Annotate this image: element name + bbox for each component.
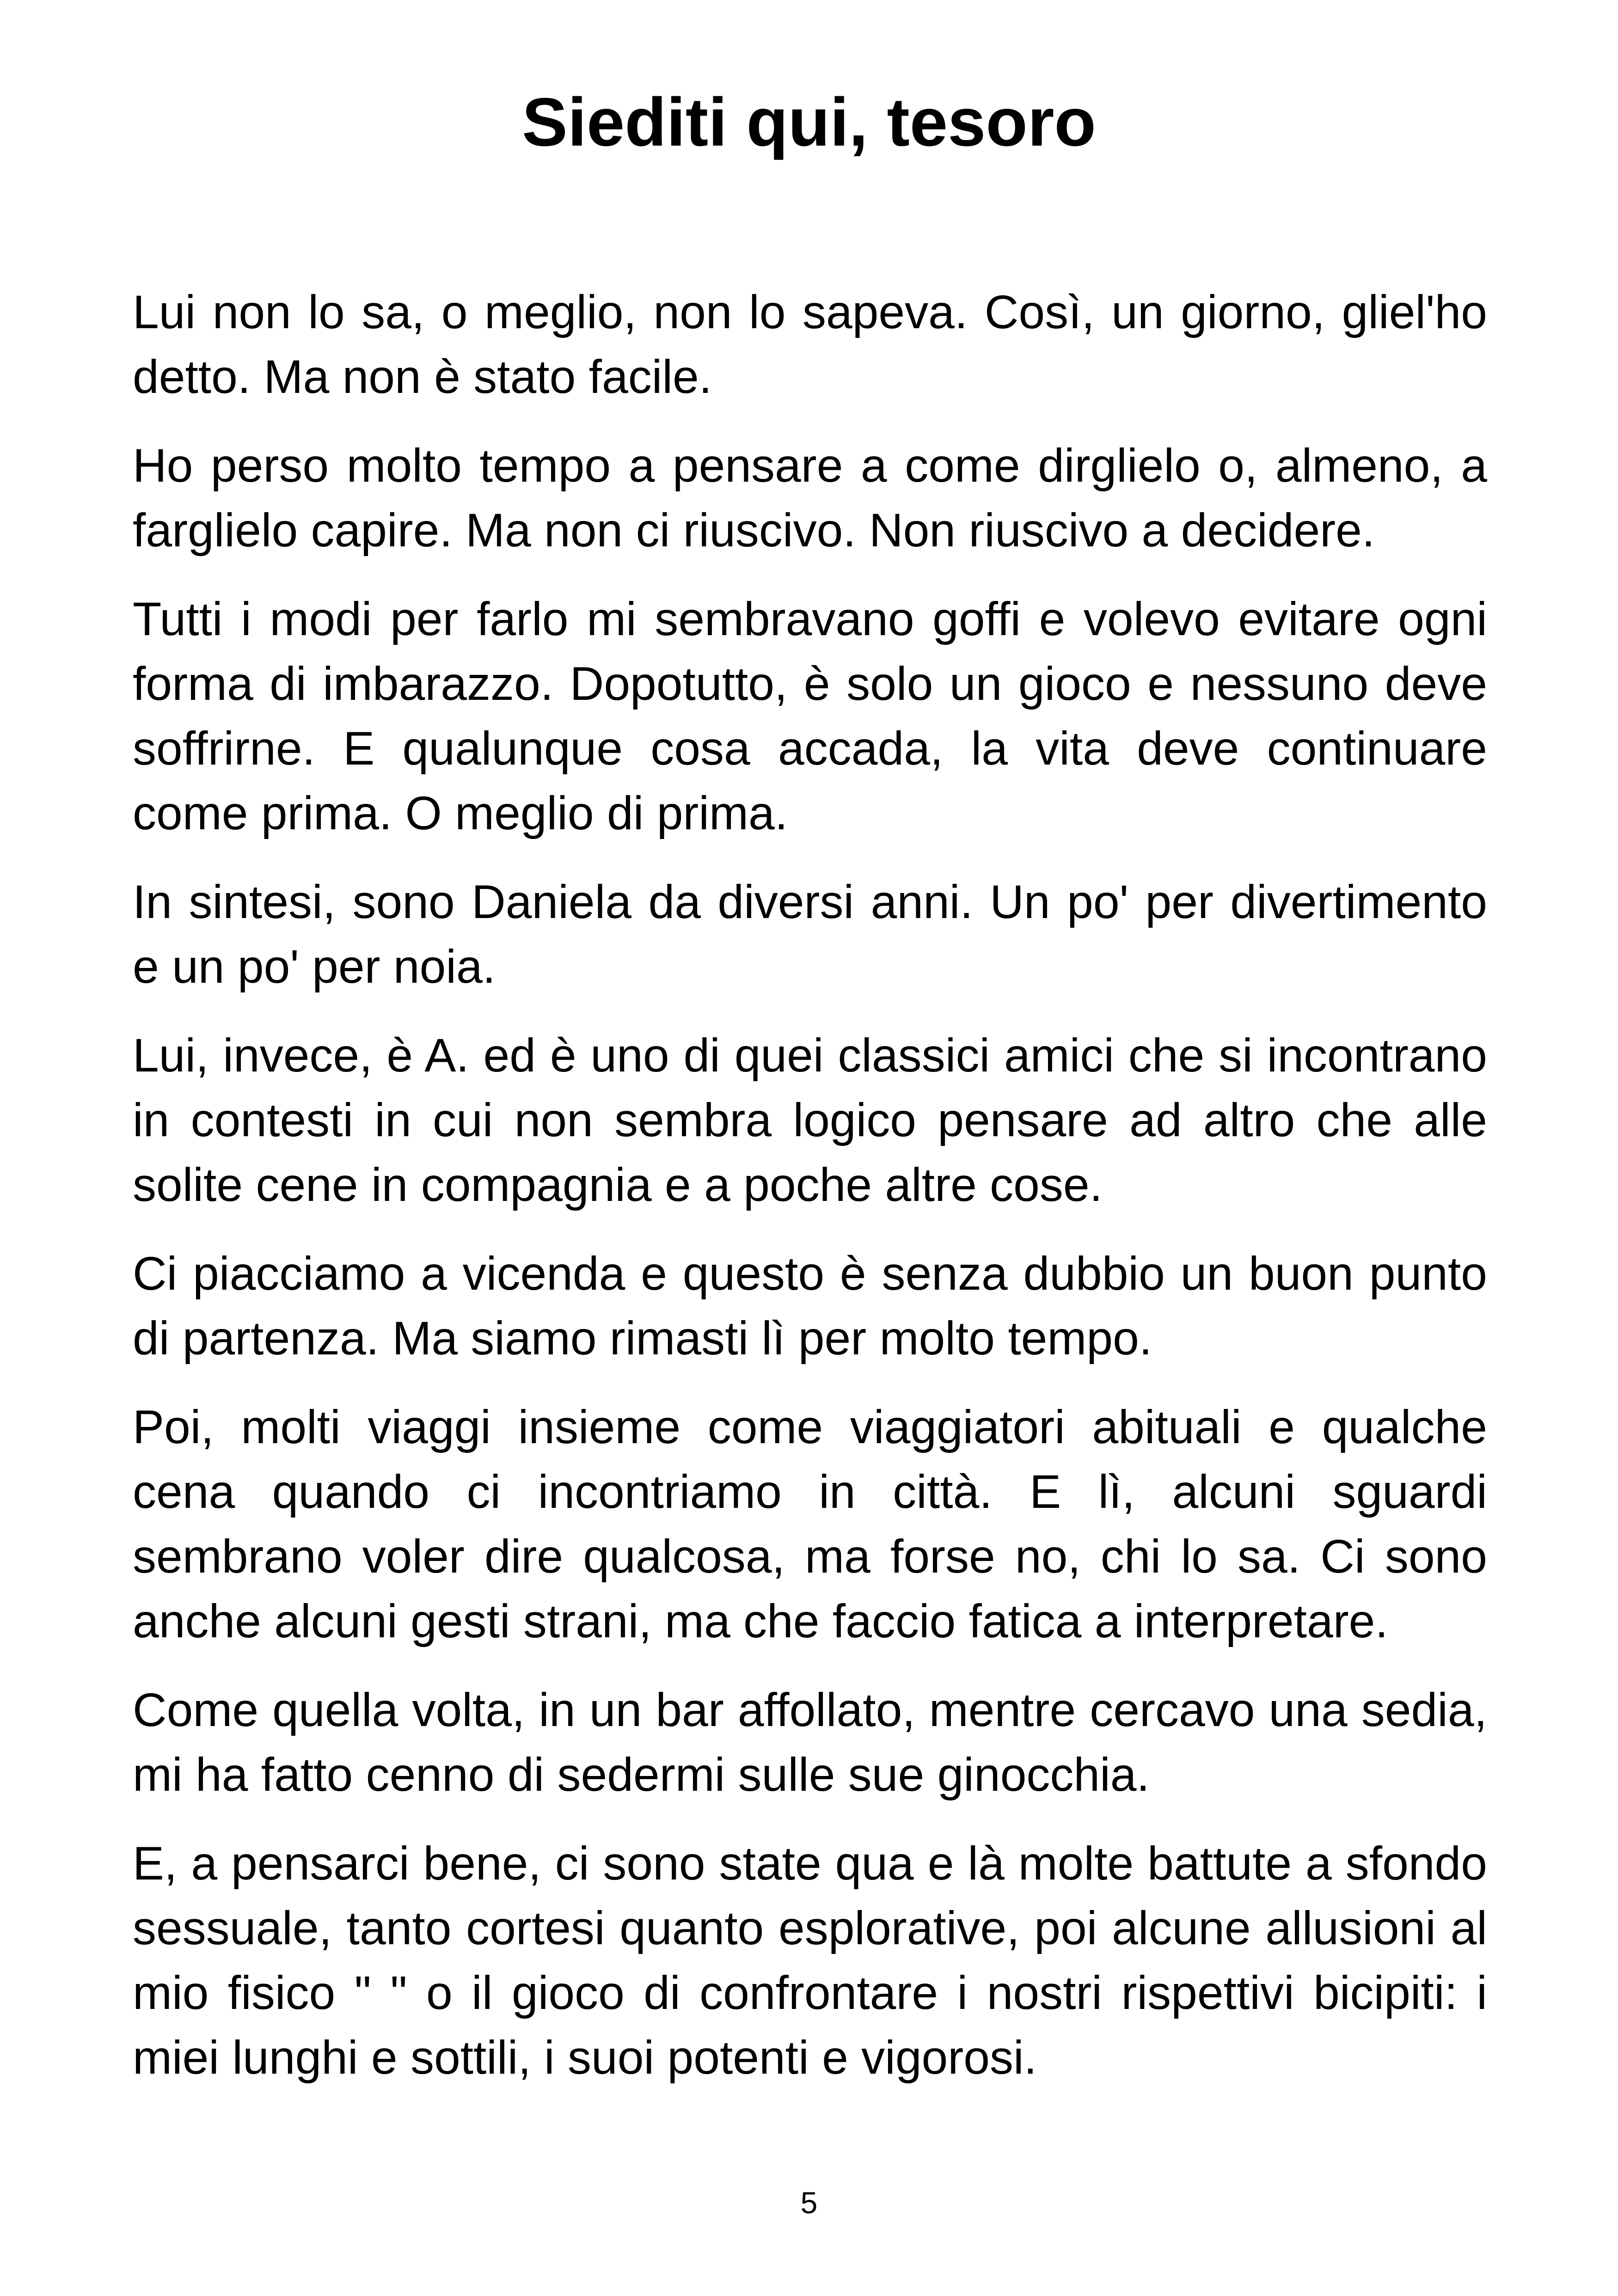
paragraph-7: Poi, molti viaggi insieme come viaggiatori abituali e qualche cena quando ci incontriamo in città. E lì, alcuni sguardi sembrano voler dire qualcosa, ma forse no, chi lo sa. Ci sono anche alcuni gesti strani, ma che faccio fatica a interpretare. (133, 1401, 1487, 1647)
paragraph-9: E, a pensarci bene, ci sono state qua e là molte battute a sfondo sessuale, tanto cortesi quanto esplorative, poi alcune allusioni al mio fisico " " o il gioco di confrontare i nostri rispettivi bicipiti: i miei lunghi e sottili, i suoi potenti e vigorosi. (133, 1837, 1487, 2084)
page-number: 5 (800, 2186, 818, 2220)
body-text (133, 280, 1487, 2114)
paragraph-2: Ho perso molto tempo a pensare a come dirglielo o, almeno, a farglielo capire. Ma non ci riuscivo. Non riuscivo a decidere. (133, 439, 1487, 557)
page-title: Siediti qui, tesoro (522, 84, 1096, 160)
paragraph-4: In sintesi, sono Daniela da diversi anni. Un po' per divertimento e un po' per noia. (133, 876, 1487, 993)
paragraph-3: Tutti i modi per farlo mi sembravano goffi e volevo evitare ogni forma di imbarazzo. Dopotutto, è solo un gioco e nessuno deve soffrirne. E qualunque cosa accada, la vita deve continuare come prima. O meglio di prima. (133, 593, 1487, 839)
paragraph-5: Lui, invece, è A. ed è uno di quei classici amici che si incontrano in contesti in cui non sembra logico pensare ad altro che alle solite cene in compagnia e a poche altre cose. (133, 1029, 1487, 1211)
paragraph-8: Come quella volta, in un bar affollato, mentre cercavo una sedia, mi ha fatto cenno di sedermi sulle sue ginocchia. (133, 1684, 1487, 1801)
paragraph-6: Ci piacciamo a vicenda e questo è senza dubbio un buon punto di partenza. Ma siamo rimasti lì per molto tempo. (133, 1247, 1487, 1365)
paragraph-1: Lui non lo sa, o meglio, non lo sapeva. Così, un giorno, gliel'ho detto. Ma non è stato facile. (133, 286, 1487, 403)
